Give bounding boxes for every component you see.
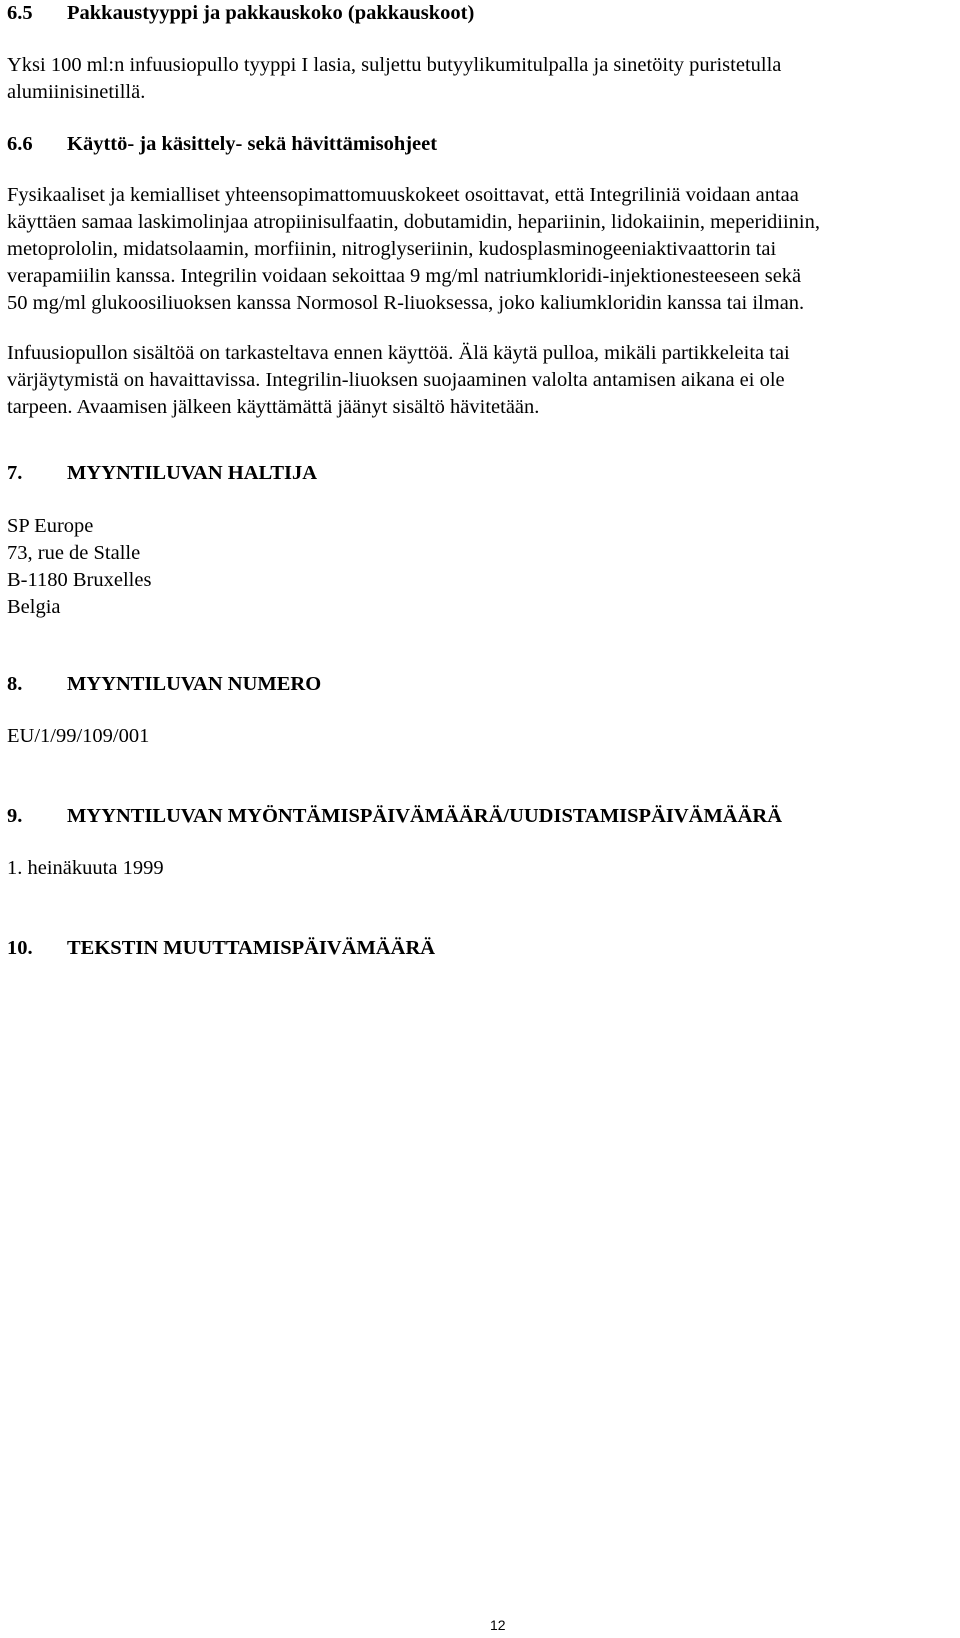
section-title: TEKSTIN MUUTTAMISPÄIVÄMÄÄRÄ xyxy=(67,937,436,959)
section-title: MYYNTILUVAN MYÖNTÄMISPÄIVÄMÄÄRÄ/UUDISTAMISPÄIVÄMÄÄRÄ xyxy=(67,805,783,827)
inspection-paragraph xyxy=(7,340,952,421)
text-line: Fysikaaliset ja kemialliset yhteensopimattomuuskokeet osoittavat, että Integriliniä voidaan antaa xyxy=(7,184,799,206)
section-title: Käyttö- ja käsittely- sekä hävittämisohjeet xyxy=(67,133,438,155)
section-6-5-heading xyxy=(7,0,474,27)
text-line: 1. heinäkuuta 1999 xyxy=(7,857,164,879)
section-7-heading xyxy=(7,460,317,487)
address-line: Belgia xyxy=(7,596,61,618)
section-number: 9. xyxy=(7,805,23,827)
text-line: Infuusiopullon sisältöä on tarkasteltava ennen käyttöä. Älä käytä pulloa, mikäli partikkeleita tai xyxy=(7,342,790,364)
address-line: B-1180 Bruxelles xyxy=(7,569,152,591)
text-line: verapamiilin kanssa. Integrilin voidaan sekoittaa 9 mg/ml natriumkloridi-injektionesteeseen sekä xyxy=(7,265,802,287)
section-9-heading xyxy=(7,803,782,830)
text-line: metoprololin, midatsolaamin, morfiinin, nitroglyseriinin, kudosplasminogeeniaktivaattorin tai xyxy=(7,238,777,260)
section-number: 7. xyxy=(7,462,23,484)
authorisation-number xyxy=(7,723,952,750)
section-number: 6.6 xyxy=(7,133,33,155)
text-line: tarpeen. Avaamisen jälkeen käyttämättä jäänyt sisältö hävitetään. xyxy=(7,396,540,418)
section-6-5-text xyxy=(7,52,952,106)
text-line: värjäytymistä on havaittavissa. Integrilin-liuoksen suojaaminen valolta antamisen aikana ei ole xyxy=(7,369,785,391)
section-number: 8. xyxy=(7,673,23,695)
section-6-6-heading xyxy=(7,131,437,158)
text-line: käyttäen samaa laskimolinjaa atropiinisulfaatin, dobutamidin, hepariinin, lidokaiinin, meperidiinin, xyxy=(7,211,820,233)
address-line: 73, rue de Stalle xyxy=(7,542,141,564)
section-10-heading xyxy=(7,935,435,962)
text-line: Yksi 100 ml:n infuusiopullo tyyppi I lasia, suljettu butyylikumitulpalla ja sinetöity puristetulla xyxy=(7,54,782,76)
holder-address xyxy=(7,513,952,621)
authorisation-date xyxy=(7,855,952,882)
text-line: 50 mg/ml glukoosiliuoksen kanssa Normosol R-liuoksessa, joko kaliumkloridin kanssa tai ilman. xyxy=(7,292,805,314)
section-title: Pakkaustyyppi ja pakkauskoko (pakkauskoot) xyxy=(67,2,475,24)
text-line: EU/1/99/109/001 xyxy=(7,725,150,747)
section-title: MYYNTILUVAN NUMERO xyxy=(67,673,322,695)
page-number: 12 xyxy=(490,1617,506,1633)
section-title: MYYNTILUVAN HALTIJA xyxy=(67,462,318,484)
address-line: SP Europe xyxy=(7,515,94,537)
section-8-heading xyxy=(7,671,321,698)
text-line: alumiinisinetillä. xyxy=(7,81,146,103)
compatibility-paragraph xyxy=(7,182,952,317)
section-number: 6.5 xyxy=(7,2,33,24)
section-number: 10. xyxy=(7,937,33,959)
